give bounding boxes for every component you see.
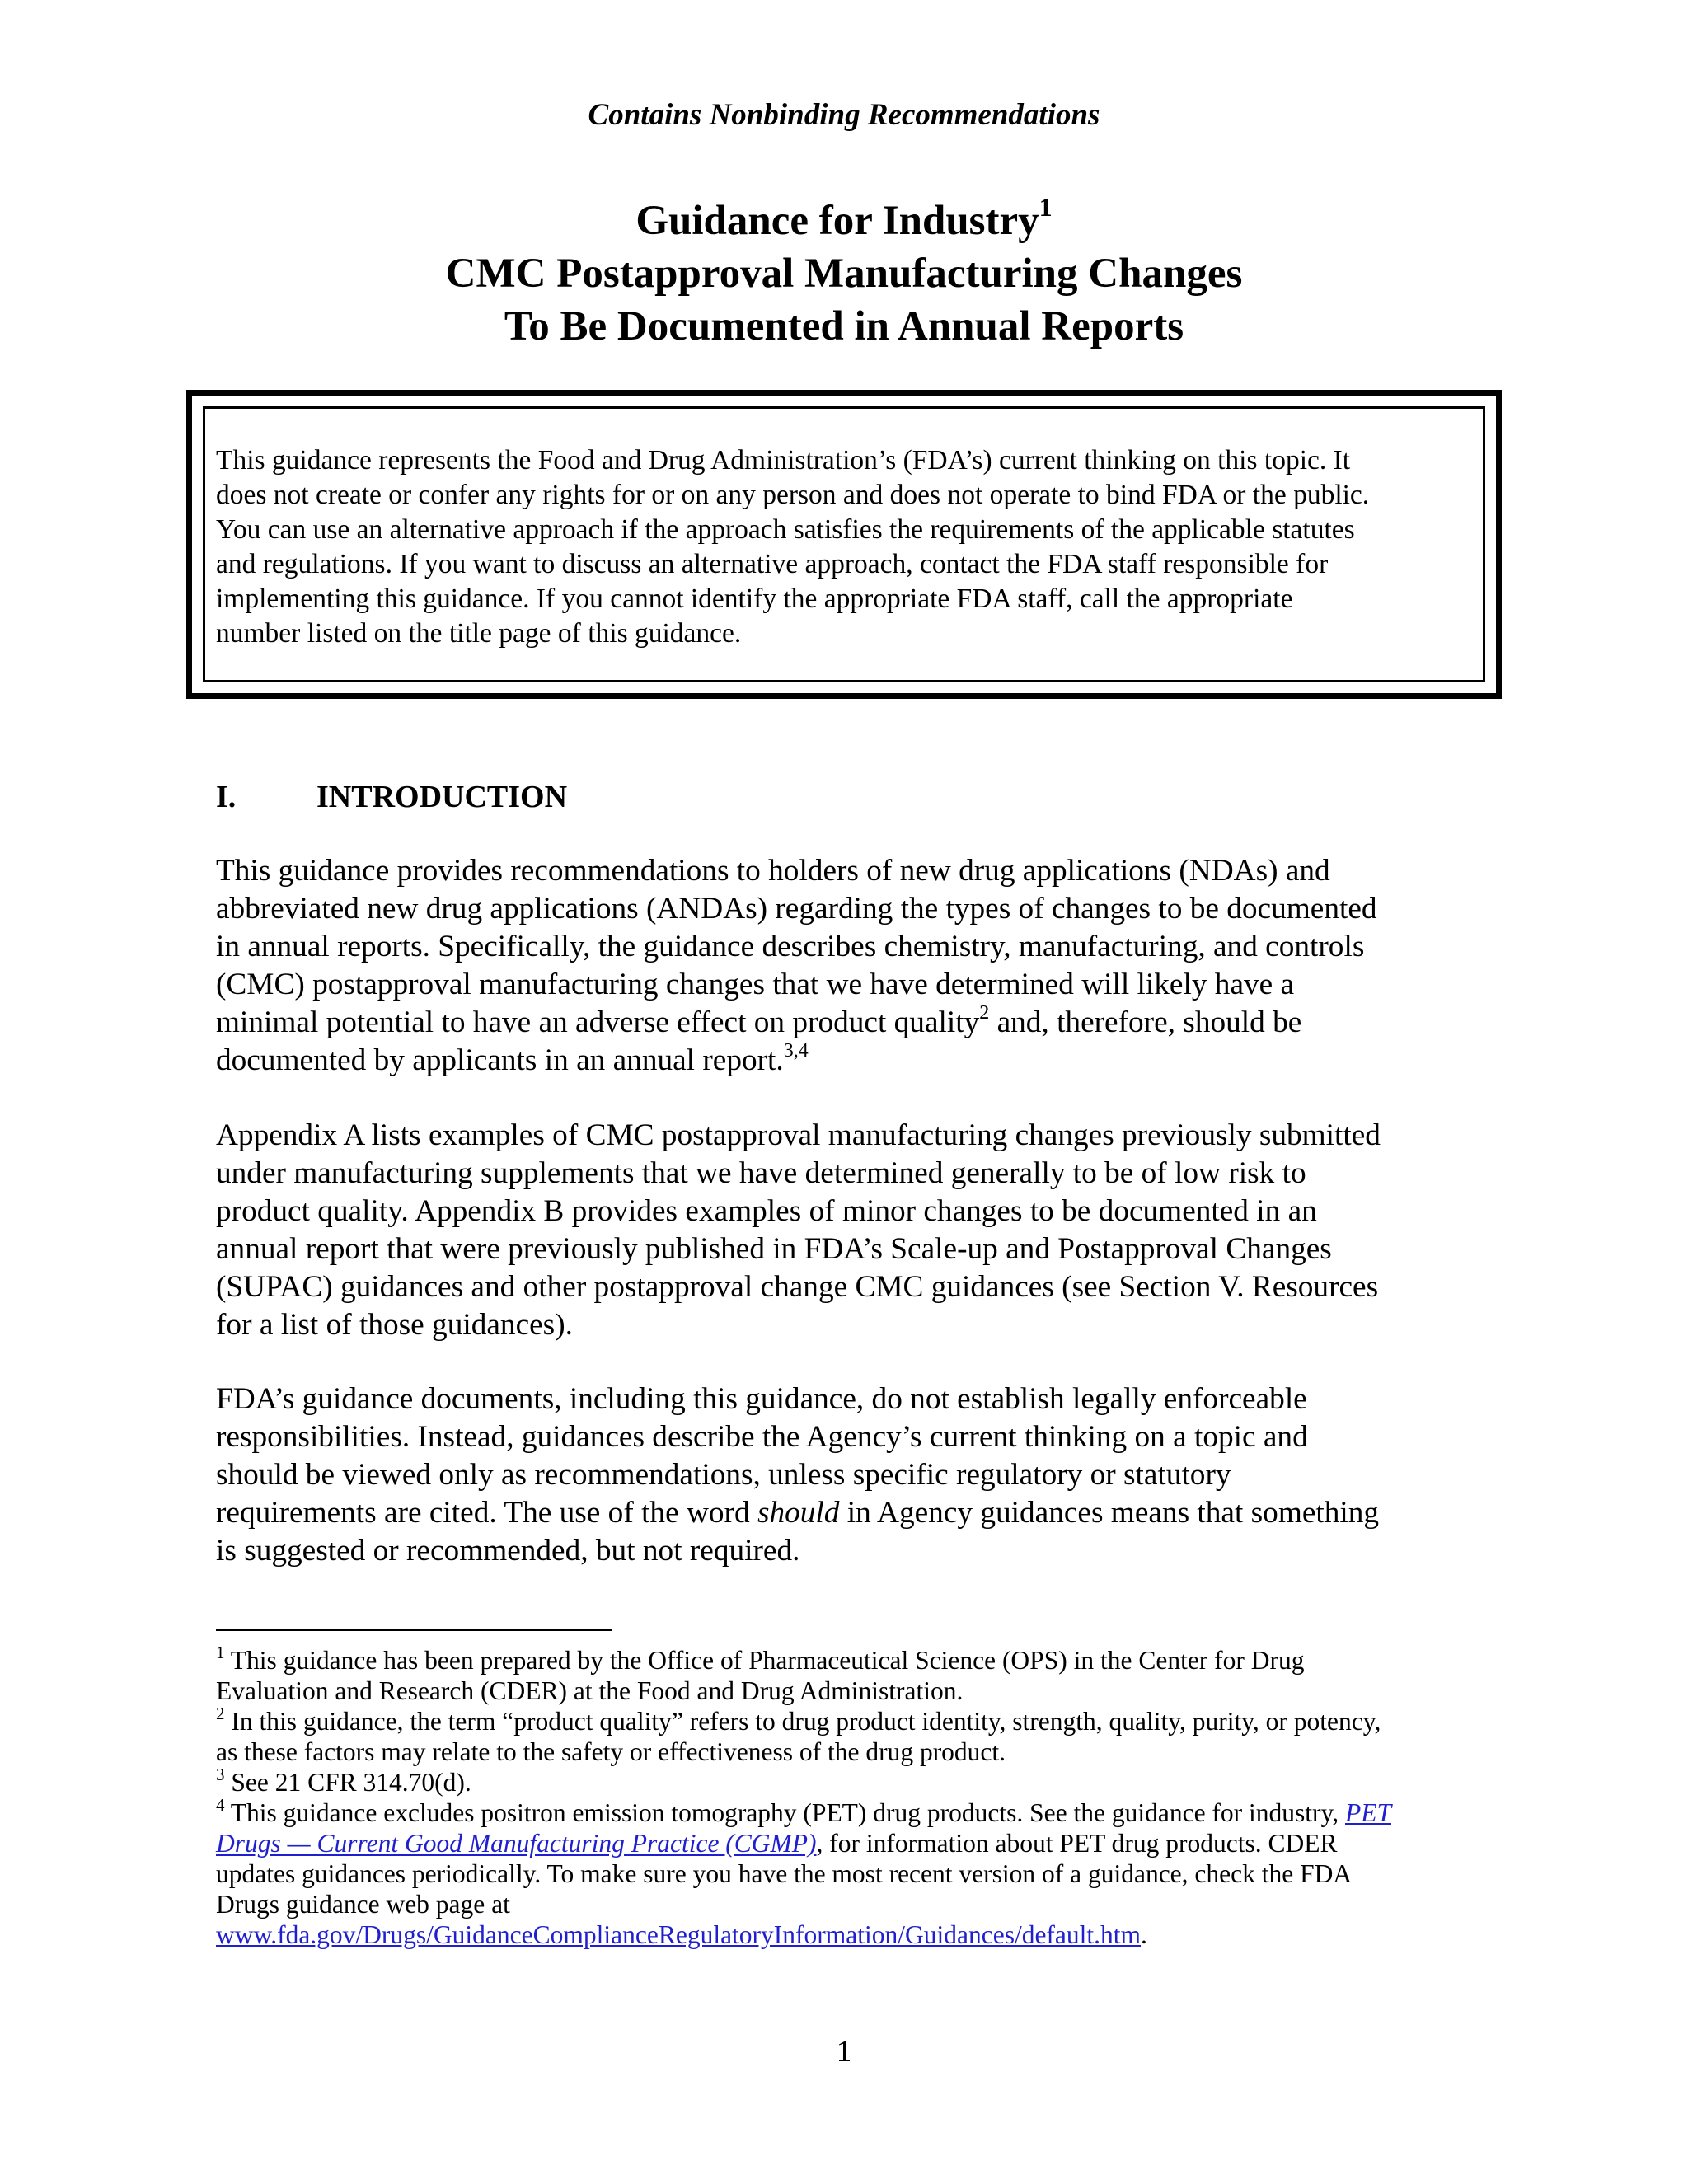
intro-paragraph-3 <box>216 1380 1485 1570</box>
intro-paragraph-1 <box>216 852 1485 1080</box>
paragraph-line: FDA’s guidance documents, including this guidance, do not establish legally enforceable <box>216 1382 1307 1416</box>
document-title <box>0 194 1688 353</box>
disclaimer-line: implementing this guidance. If you cannot identify the appropriate FDA staff, call the appropriate <box>216 583 1293 614</box>
footnote-2: $^2$ In this guidance, the term “product quality” refers to drug product identity, strength, quality, purity, or potency, <box>216 1704 1381 1736</box>
footnote-1: $^1$ This guidance has been prepared by the Office of Pharmaceutical Science (OPS) in the Center for Drug <box>216 1643 1305 1675</box>
footnote-4: $^4$ This guidance excludes positron emission tomography (PET) drug products. See the guidance for industry, PET <box>216 1795 1391 1827</box>
paragraph-line: abbreviated new drug applications (ANDAs) regarding the types of changes to be documented <box>216 892 1377 926</box>
section-heading-introduction <box>216 778 567 816</box>
title-line-2: CMC Postapproval Manufacturing Changes <box>445 251 1243 297</box>
paragraph-line: annual report that were previously published in FDA’s Scale-up and Postapproval Changes <box>216 1232 1332 1266</box>
intro-paragraph-2 <box>216 1117 1485 1344</box>
footnotes <box>216 1645 1485 1950</box>
title-line-3: To Be Documented in Annual Reports <box>504 303 1184 349</box>
footnote-ref-3-4[interactable]: 3,4 <box>783 1040 809 1062</box>
paragraph-line: minimal potential to have an adverse effect on product quality$^2$ and, therefore, should be <box>216 1002 1302 1039</box>
paragraph-line: product quality. Appendix B provides examples of minor changes to be documented in an <box>216 1194 1317 1228</box>
footnote-divider <box>216 1629 612 1631</box>
disclaimer-text <box>216 443 1485 651</box>
footnote-4-cont: Drugs guidance web page at <box>216 1890 510 1919</box>
disclaimer-line: and regulations. If you want to discuss an alternative approach, contact the FDA staff responsible for <box>216 549 1329 579</box>
paragraph-line: documented by applicants in an annual report.$^{3,4}$ <box>216 1040 809 1077</box>
disclaimer-line: does not create or confer any rights for or on any person and does not operate to bind FDA or the public. <box>216 480 1370 510</box>
footnote-4-cont: Drugs — Current Good Manufacturing Practice (CGMP), for information about PET drug products. CDER <box>216 1829 1338 1858</box>
paragraph-line: under manufacturing supplements that we have determined generally to be of low risk to <box>216 1156 1306 1190</box>
paragraph-line: This guidance provides recommendations to holders of new drug applications (NDAs) and <box>216 854 1330 888</box>
paragraph-line: requirements are cited. The use of the word should in Agency guidances means that something <box>216 1496 1380 1530</box>
paragraph-line: is suggested or recommended, but not required. <box>216 1534 800 1568</box>
footnote-3: $^3$ See 21 CFR 314.70(d). <box>216 1765 471 1797</box>
paragraph-line: Appendix A lists examples of CMC postapproval manufacturing changes previously submitted <box>216 1118 1381 1152</box>
paragraph-line: should be viewed only as recommendations, unless specific regulatory or statutory <box>216 1458 1231 1492</box>
title-line-1: Guidance for Industry$^1$ <box>635 192 1053 244</box>
paragraph-line: (CMC) postapproval manufacturing changes that we have determined will likely have a <box>216 968 1295 1001</box>
nonbinding-header-note: Contains Nonbinding Recommendations <box>588 98 1100 132</box>
footnote-2-cont: as these factors may relate to the safety or effectiveness of the drug product. <box>216 1737 1006 1766</box>
paragraph-line: responsibilities. Instead, guidances describe the Agency’s current thinking on a topic and <box>216 1420 1308 1454</box>
emphasis-should: should <box>757 1496 840 1530</box>
section-title: INTRODUCTION <box>316 780 568 814</box>
disclaimer-line: This guidance represents the Food and Drug Administration’s (FDA’s) current thinking on this topic. It <box>216 445 1351 476</box>
section-number: I. <box>216 780 237 814</box>
fda-guidance-url-link[interactable]: www.fda.gov/Drugs/GuidanceComplianceRegulatoryInformation/Guidances/default.htm <box>216 1920 1142 1949</box>
disclaimer-line: number listed on the title page of this guidance. <box>216 618 742 649</box>
disclaimer-line: You can use an alternative approach if the approach satisfies the requirements of the applicable statutes <box>216 514 1355 545</box>
footnote-4-cont: updates guidances periodically. To make sure you have the most recent version of a guidance, check the FDA <box>216 1859 1353 1888</box>
title-footnote-ref[interactable]: 1 <box>1039 192 1053 222</box>
paragraph-line: in annual reports. Specifically, the guidance describes chemistry, manufacturing, and controls <box>216 930 1365 963</box>
page-number: 1 <box>836 2035 852 2069</box>
pet-drugs-cgmp-link[interactable]: PET <box>1344 1798 1391 1827</box>
paragraph-line: (SUPAC) guidances and other postapproval change CMC guidances (see Section V. Resources <box>216 1270 1379 1304</box>
pet-drugs-cgmp-link-cont[interactable]: Drugs — Current Good Manufacturing Practice (CGMP) <box>216 1829 817 1858</box>
footnote-1-cont: Evaluation and Research (CDER) at the Food and Drug Administration. <box>216 1676 964 1705</box>
footnote-ref-2[interactable]: 2 <box>979 1002 990 1024</box>
paragraph-line: for a list of those guidances). <box>216 1308 573 1342</box>
footnote-4-url-line: www.fda.gov/Drugs/GuidanceComplianceRegulatoryInformation/Guidances/default.htm. <box>216 1920 1147 1949</box>
